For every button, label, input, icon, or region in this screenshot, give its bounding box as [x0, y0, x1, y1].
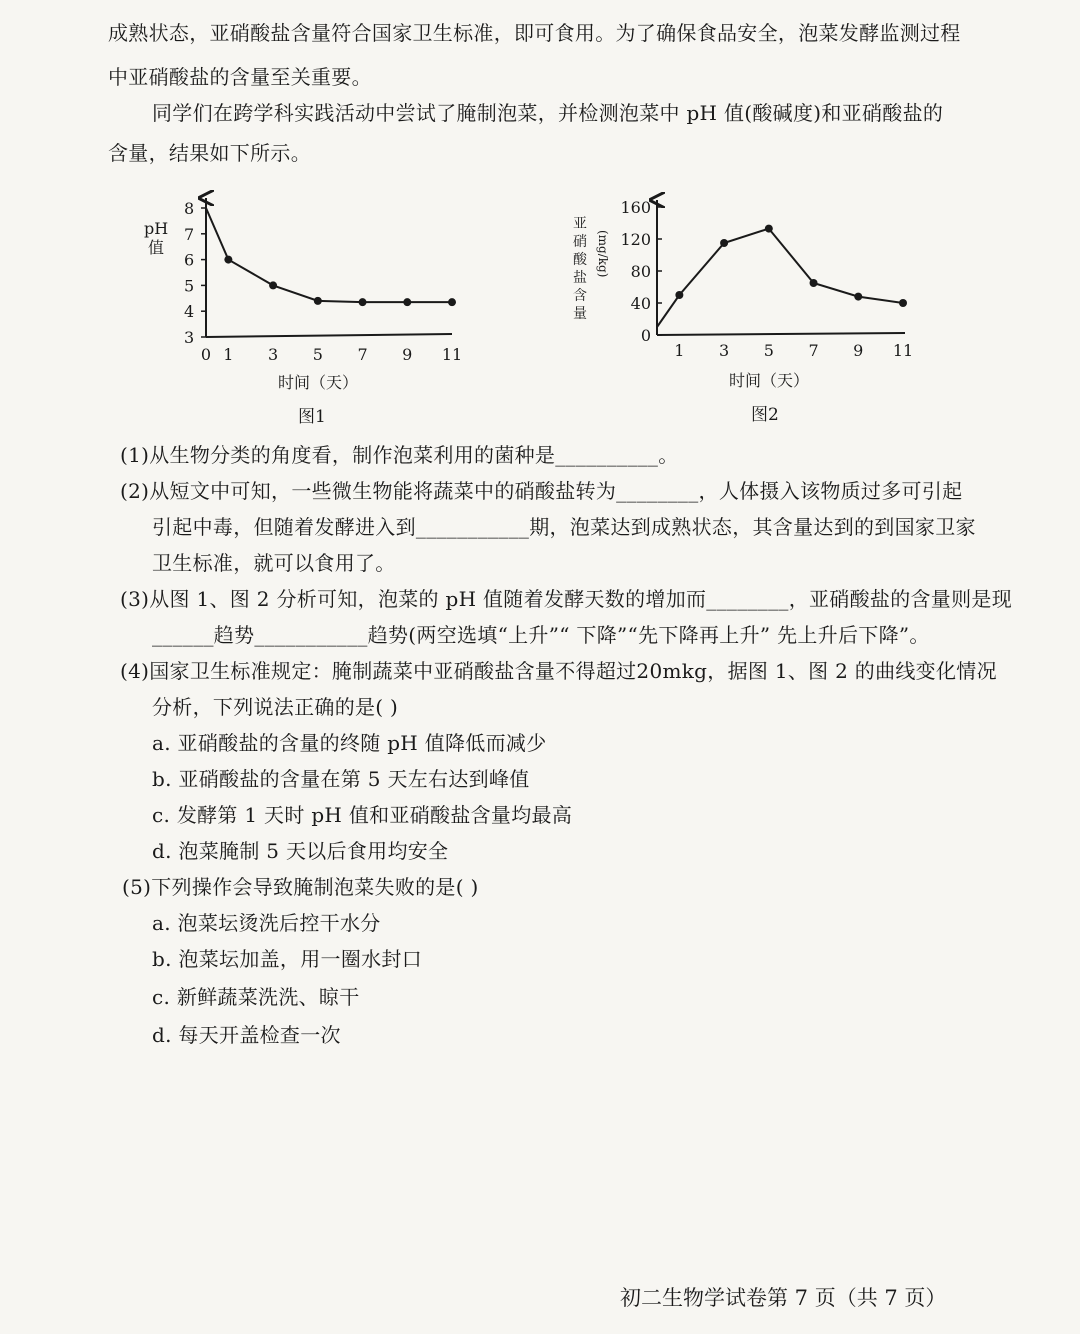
fig2-x-tick-label: 9 [853, 341, 864, 360]
figure-2-chart [565, 190, 925, 400]
fig2-y-tick-label: 80 [630, 262, 651, 281]
fig2-ylabel-char: 含 [573, 288, 587, 304]
figure-2-svg [565, 190, 925, 400]
question-4-line-1: (4)国家卫生标准规定：腌制蔬菜中亚硝酸盐含量不得超过20mkg，据图 1、图 2 的曲线变化情况 [120, 659, 997, 683]
question-2-line-3: 卫生标准，就可以食用了。 [152, 551, 396, 575]
fig2-y-tick-label: 40 [630, 294, 651, 313]
question-4-option-c: c. 发酵第 1 天时 pH 值和亚硝酸盐含量均最高 [152, 803, 573, 827]
fig2-ylabel-unit: (mg/kg) [596, 230, 610, 278]
fig1-ylabel-zhi: 值 [148, 238, 165, 257]
intro-line-4: 含量，结果如下所示。 [108, 141, 311, 165]
figure-1-chart [130, 190, 480, 400]
intro-line-3: 同学们在跨学科实践活动中尝试了腌制泡菜，并检测泡菜中 pH 值(酸碱度)和亚硝酸盐的 [152, 101, 944, 125]
fig2-data-point [899, 299, 907, 307]
fig1-y-tick-label: 8 [184, 199, 195, 218]
fig2-data-point [765, 225, 773, 233]
fig1-data-point [359, 298, 367, 306]
fig1-series-line [206, 208, 452, 302]
question-2-line-1: (2)从短文中可知，一些微生物能将蔬菜中的硝酸盐转为________，人体摄入该物质过多可引起 [120, 479, 963, 503]
fig1-x-tick-label: 9 [402, 345, 413, 364]
fig2-data-point [854, 293, 862, 301]
fig1-y-tick-label: 3 [184, 328, 195, 347]
fig2-ylabel-char: 硝 [573, 234, 587, 250]
fig1-y-tick-label: 7 [184, 224, 195, 244]
fig1-ylabel-ph: pH [144, 219, 169, 238]
fig1-data-point [269, 281, 277, 289]
fig2-caption: 图2 [751, 405, 779, 425]
fig2-x-tick-label: 7 [808, 341, 819, 360]
fig2-ylabel-char: 酸 [573, 252, 587, 268]
fig2-data-point [720, 239, 728, 247]
fig1-y-tick-label: 4 [184, 302, 195, 322]
fig1-y-tick-label: 5 [184, 276, 195, 296]
question-4-line-2: 分析，下列说法正确的是( ) [152, 695, 399, 719]
fig2-xlabel: 时间（天） [729, 371, 810, 390]
question-3-line-2: ______趋势___________趋势(两空选填“上升”“ 下降”“先下降再上升” 先上升后下降”。 [152, 623, 930, 647]
fig1-x-axis [206, 334, 452, 337]
fig2-data-point [675, 291, 683, 299]
fig1-data-point [224, 256, 232, 264]
fig2-x-axis [657, 333, 905, 335]
question-4-option-b: b. 亚硝酸盐的含量在第 5 天左右达到峰值 [152, 767, 530, 791]
fig1-x-tick-label: 3 [267, 345, 279, 364]
fig1-caption: 图1 [298, 407, 326, 427]
question-4-option-a: a. 亚硝酸盐的含量的终随 pH 值降低而减少 [152, 731, 547, 755]
fig1-data-point [403, 298, 411, 306]
question-5-option-a: a. 泡菜坛烫洗后控干水分 [152, 911, 381, 935]
figure-1-svg [130, 190, 480, 400]
question-5-option-d: d. 每天开盖检查一次 [152, 1023, 341, 1047]
fig1-x-tick-label: 5 [312, 345, 323, 364]
fig2-x-tick-label: 5 [763, 341, 774, 360]
fig2-x-tick-label: 3 [718, 341, 730, 360]
question-2-line-2: 引起中毒，但随着发酵进入到___________期，泡菜达到成熟状态，其含量达到的到国家卫家 [152, 515, 976, 539]
fig2-series-line [657, 229, 903, 327]
fig2-y-tick-label: 0 [640, 326, 651, 345]
fig2-ylabel-char: 量 [573, 306, 587, 322]
fig2-ylabel-char: 盐 [573, 270, 587, 286]
fig1-data-point [448, 298, 456, 306]
fig2-ylabel-char: 亚 [573, 216, 587, 232]
fig1-y-tick-label: 6 [184, 250, 195, 270]
fig1-data-point [314, 297, 322, 305]
fig1-x-tick-label: 11 [441, 345, 463, 364]
intro-line-1: 成熟状态，亚硝酸盐含量符合国家卫生标准，即可食用。为了确保食品安全，泡菜发酵监测过程 [108, 21, 961, 45]
question-5-option-b: b. 泡菜坛加盖，用一圈水封口 [152, 947, 423, 971]
fig1-x-tick-label: 7 [357, 345, 368, 364]
question-4-option-d: d. 泡菜腌制 5 天以后食用均安全 [152, 839, 449, 863]
fig2-y-tick-label: 120 [620, 230, 651, 249]
fig1-xlabel: 时间（天） [278, 373, 359, 392]
fig2-x-tick-label: 1 [674, 341, 685, 360]
fig2-x-tick-label: 11 [892, 341, 914, 360]
fig1-x-tick-label: 0 [200, 345, 212, 364]
question-1: (1)从生物分类的角度看，制作泡菜利用的菌种是__________。 [120, 443, 679, 467]
fig2-y-tick-label: 160 [620, 198, 651, 217]
question-5-option-c: c. 新鲜蔬菜洗洗、晾干 [152, 985, 360, 1009]
question-5: (5)下列操作会导致腌制泡菜失败的是( ) [122, 875, 479, 899]
question-3-line-1: (3)从图 1、图 2 分析可知，泡菜的 pH 值随着发酵天数的增加而________，亚硝酸盐的含量则是现 [120, 587, 1013, 611]
fig2-data-point [810, 279, 818, 287]
intro-line-2: 中亚硝酸盐的含量至关重要。 [108, 65, 372, 89]
fig1-x-tick-label: 1 [223, 345, 234, 364]
page-footer: 初二生物学试卷第 7 页（共 7 页） [620, 1286, 947, 1310]
